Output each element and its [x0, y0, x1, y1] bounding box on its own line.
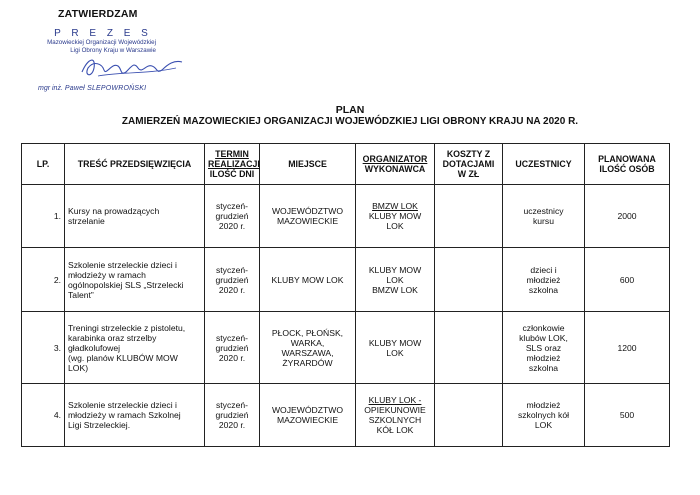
document-subtitle: ZAMIERZEŃ MAZOWIECKIEJ ORGANIZACJI WOJEWÓDZKIEJ LIGI OBRONY KRAJU NA 2020 R.	[121, 116, 579, 127]
header-miejsce: MIEJSCE	[260, 144, 356, 185]
table-row	[22, 248, 670, 312]
stamp-organization-line: Mazowieckiej Organizacji Wojewódzkiej	[47, 39, 156, 46]
cell-uczestnicy: członkowie klubów LOK, SLS oraz młodzież szkolna	[503, 312, 585, 384]
cell-termin: styczeń- grudzień 2020 r.	[205, 384, 260, 447]
cell-lp: 4.	[22, 384, 65, 447]
cell-termin: styczeń- grudzień 2020 r.	[205, 248, 260, 312]
cell-tresc: Kursy na prowadzących strzelanie	[65, 185, 205, 248]
cell-ilosc: 600	[585, 248, 670, 312]
cell-uczestnicy: uczestnicy kursu	[503, 185, 585, 248]
header-ilosc: PLANOWANA ILOŚĆ OSÓB	[585, 144, 670, 185]
table-row	[22, 384, 670, 447]
cell-koszty	[435, 312, 503, 384]
cell-termin: styczeń- grudzień 2020 r.	[205, 185, 260, 248]
cell-tresc: Szkolenie strzeleckie dzieci i młodzieży w ramach Szkolnej Ligi Strzeleckiej.	[65, 384, 205, 447]
cell-organizator: KLUBY MOW LOK BMZW LOK	[356, 248, 435, 312]
cell-organizator: KLUBY LOK - OPIEKUNOWIE SZKOLNYCH KÓŁ LOK	[356, 384, 435, 447]
header-uczestnicy: UCZESTNICY	[503, 144, 585, 185]
header-lp: LP.	[22, 144, 65, 185]
header-organizator: ORGANIZATOR WYKONAWCA	[356, 144, 435, 185]
document-title: PLAN	[335, 104, 365, 116]
cell-ilosc: 500	[585, 384, 670, 447]
stamp-title: P R E Z E S	[54, 28, 152, 39]
cell-lp: 2.	[22, 248, 65, 312]
cell-koszty	[435, 248, 503, 312]
cell-tresc: Treningi strzeleckie z pistoletu, karabinka oraz strzelby gładkolufowej (wg. planów KLUBÓW MOW LOK)	[65, 312, 205, 384]
cell-lp: 1.	[22, 185, 65, 248]
cell-koszty	[435, 185, 503, 248]
approval-label: ZATWIERDZAM	[58, 8, 138, 20]
cell-tresc: Szkolenie strzeleckie dzieci i młodzieży w ramach ogólnopolskiej SLS „Strzelecki Talent”	[65, 248, 205, 312]
stamp-name-prefix: mgr inż.	[38, 85, 63, 92]
cell-uczestnicy: dzieci i młodzież szkolna	[503, 248, 585, 312]
cell-uczestnicy: młodzież szkolnych kół LOK	[503, 384, 585, 447]
cell-miejsce: WOJEWÓDZTWO MAZOWIECKIE	[260, 384, 356, 447]
header-tresc: TREŚĆ PRZEDSIĘWZIĘCIA	[65, 144, 205, 185]
header-termin: TERMIN REALIZACJI ILOŚĆ DNI	[205, 144, 260, 185]
plan-table	[21, 143, 670, 447]
cell-organizator: KLUBY MOW LOK	[356, 312, 435, 384]
table-row	[22, 185, 670, 248]
cell-ilosc: 2000	[585, 185, 670, 248]
cell-miejsce: PŁOCK, PŁOŃSK, WARKA, WARSZAWA, ŻYRARDÓW	[260, 312, 356, 384]
cell-termin: styczeń- grudzień 2020 r.	[205, 312, 260, 384]
handwritten-signature	[78, 50, 188, 84]
cell-miejsce: KLUBY MOW LOK	[260, 248, 356, 312]
cell-miejsce: WOJEWÓDZTWO MAZOWIECKIE	[260, 185, 356, 248]
stamp-name	[38, 85, 146, 92]
cell-ilosc: 1200	[585, 312, 670, 384]
stamp-name-value: Paweł SLEPOWROŃSKI	[64, 85, 147, 92]
approval-block	[38, 8, 172, 104]
table-row	[22, 312, 670, 384]
header-koszty: KOSZTY Z DOTACJAMI W ZŁ	[435, 144, 503, 185]
cell-koszty	[435, 384, 503, 447]
cell-lp: 3.	[22, 312, 65, 384]
cell-organizator: BMZW LOK KLUBY MOW LOK	[356, 185, 435, 248]
stamp-organization-line-2: Ligi Obrony Kraju w Warszawie	[70, 46, 156, 54]
table-header-row	[22, 144, 670, 185]
